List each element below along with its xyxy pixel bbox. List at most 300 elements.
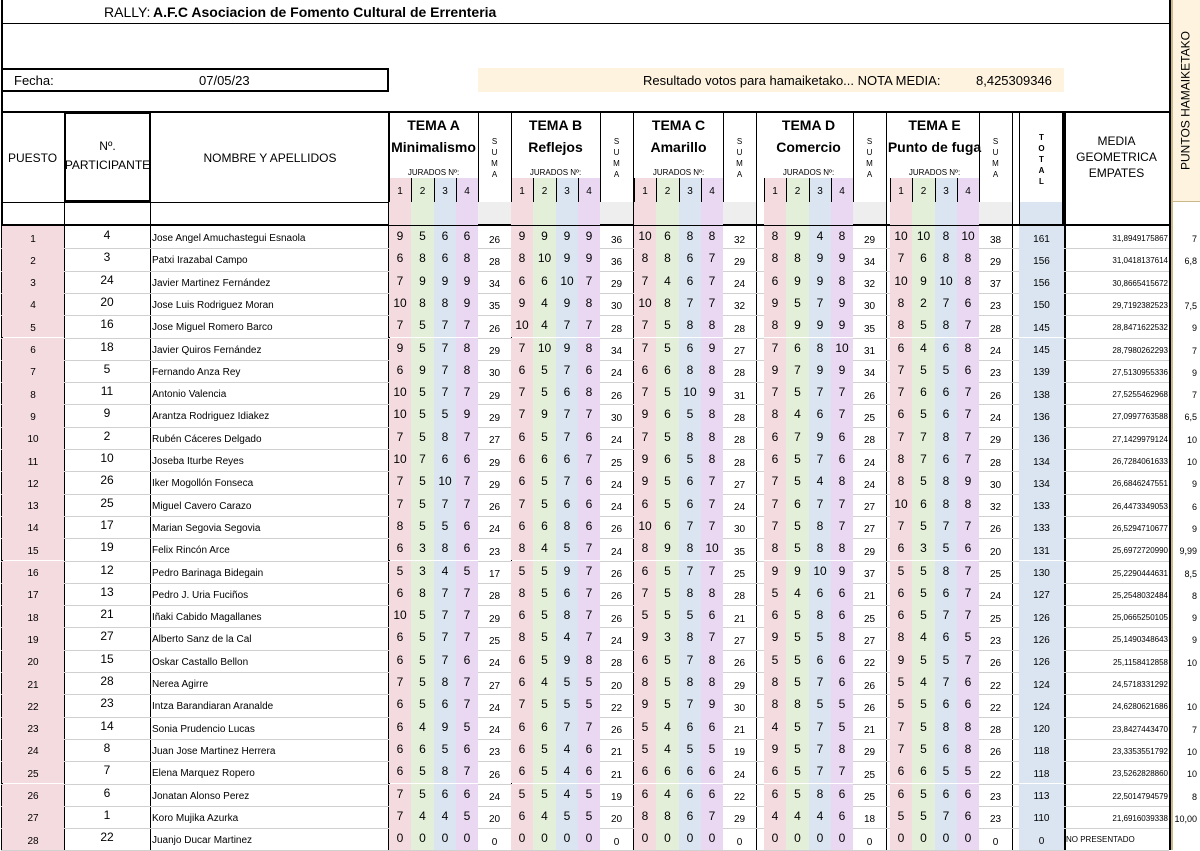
media-value: 23,8427443470 [1112, 724, 1168, 734]
judge-score: 6 [686, 808, 694, 823]
judge-score: 0 [942, 831, 950, 846]
judge-score: 8 [686, 229, 694, 243]
puesto-header: PUESTO [7, 150, 58, 165]
judge-score: 7 [771, 518, 779, 533]
suma-value: 25 [863, 769, 876, 781]
judge-score: 9 [541, 407, 548, 422]
puesto-cell: 5 [30, 322, 36, 334]
judge-score: 10 [638, 229, 652, 243]
judge-score: 6 [518, 474, 526, 489]
judge-score: 6 [664, 362, 671, 377]
media-value: 21,6916039338 [1112, 813, 1168, 823]
judge-score: 5 [541, 474, 548, 489]
fecha-label: Fecha: [14, 73, 54, 88]
judge-score: 7 [708, 630, 716, 645]
judge-score: 7 [585, 452, 593, 466]
judge-score: 7 [463, 630, 471, 645]
suma-value: 24 [610, 368, 623, 380]
judge-score: 9 [585, 229, 593, 243]
judge-score: 6 [518, 719, 526, 734]
suma-value: 34 [863, 368, 876, 380]
judge-score: 5 [920, 786, 927, 801]
participant-name: Juanjo Ducar Martinez [152, 835, 253, 847]
puesto-cell: 10 [27, 434, 39, 446]
judge-score: 5 [664, 318, 671, 333]
puesto-cell: 26 [27, 791, 39, 802]
suma-header-letters [979, 128, 1012, 188]
judge-score: 0 [396, 831, 404, 846]
suma-value: 28 [610, 323, 623, 335]
judge-score: 9 [463, 295, 471, 310]
judge-score: 7 [964, 452, 972, 466]
judge-score: 8 [942, 719, 950, 734]
judge-score: 6 [518, 452, 526, 466]
judge-score: 5 [664, 496, 671, 511]
judge-score: 4 [563, 786, 571, 801]
suma-value: 22 [989, 680, 1002, 692]
judge-score: 6 [463, 518, 471, 533]
judge-score: 5 [419, 429, 426, 444]
suma-value: 24 [610, 502, 623, 514]
judge-score: 5 [794, 675, 801, 689]
judge-score: 6 [396, 697, 404, 712]
judge-divider [434, 178, 435, 202]
suma-value: 29 [488, 613, 501, 625]
media-value: 24,5718331292 [1112, 680, 1168, 689]
judge-score: 8 [708, 652, 716, 667]
judge-score: 6 [771, 273, 779, 288]
judge-score: 5 [441, 407, 449, 422]
judge-score: 7 [838, 496, 846, 511]
suma-value: 28 [610, 658, 623, 670]
hamaiketako-points: 6,8 [1184, 256, 1197, 267]
judge-score: 8 [563, 608, 571, 623]
suma-value: 26 [863, 390, 876, 402]
participant-name: Patxi Irazabal Campo [152, 255, 248, 267]
total-value: 120 [1033, 724, 1050, 736]
suma-value: 34 [610, 346, 623, 357]
judge-score: 8 [942, 318, 950, 333]
judge-score: 7 [518, 496, 526, 511]
participant-number: 11 [100, 384, 114, 399]
suma-letter: S [613, 137, 620, 146]
judge-score: 6 [942, 407, 950, 422]
judge-score: 6 [838, 429, 846, 444]
judge-score: 9 [816, 273, 824, 288]
judge-score: 5 [897, 697, 905, 712]
judge-score: 8 [708, 229, 716, 243]
judge-score: 9 [563, 229, 571, 243]
judge-score: 4 [541, 675, 548, 689]
judge-number: 2 [664, 185, 671, 197]
suma-letter: U [736, 148, 743, 157]
judge-score: 7 [816, 385, 824, 400]
judge-score: 9 [463, 407, 471, 422]
suma-letter: S [736, 137, 743, 146]
judge-score: 7 [771, 385, 779, 400]
participant-number: 9 [103, 406, 111, 421]
judge-score: 5 [920, 362, 927, 377]
judge-score: 7 [585, 318, 593, 333]
judge-number: 3 [442, 185, 448, 197]
judge-score: 8 [518, 541, 526, 556]
judge-score: 6 [518, 808, 526, 823]
suma-value: 22 [610, 702, 623, 714]
judge-score: 5 [771, 585, 779, 600]
judge-score: 5 [920, 474, 927, 489]
judge-score: 7 [920, 452, 927, 466]
judge-score: 8 [686, 362, 694, 377]
judge-score: 6 [686, 474, 694, 489]
judge-score: 6 [518, 362, 526, 377]
puesto-cell: 8 [30, 389, 36, 401]
media-value: 26,6846247551 [1112, 479, 1168, 489]
judge-score: 8 [708, 362, 716, 377]
suma-value: 29 [488, 390, 501, 402]
judge-score: 6 [463, 541, 471, 556]
judge-score: 7 [708, 808, 716, 823]
suma-value: 32 [733, 234, 746, 246]
judge-divider [533, 178, 534, 202]
judge-score: 6 [964, 295, 972, 310]
judge-score: 6 [518, 429, 526, 444]
judge-divider [679, 178, 680, 202]
suma-value: 26 [610, 613, 623, 625]
judge-score: 8 [816, 786, 824, 801]
total-value: 113 [1033, 791, 1050, 802]
judge-score: 5 [686, 741, 694, 756]
judge-score: 5 [641, 608, 649, 623]
judge-score: 8 [708, 675, 716, 689]
judge-score: 7 [816, 496, 824, 511]
judge-score: 5 [563, 541, 571, 556]
judge-score: 4 [816, 808, 824, 823]
judge-score: 5 [441, 518, 449, 533]
suma-value: 26 [733, 658, 746, 670]
media-value: 25,1158412858 [1112, 657, 1168, 667]
judge-score: 9 [641, 407, 649, 422]
judge-score: 5 [419, 608, 426, 623]
judge-score: 0 [463, 831, 471, 846]
suma-value: 37 [863, 569, 876, 580]
judge-score: 8 [441, 764, 449, 779]
suma-value: 26 [863, 702, 876, 714]
media-value: 25,6972720990 [1112, 546, 1168, 556]
judge-score: 4 [794, 407, 801, 422]
total-value: 126 [1033, 612, 1050, 624]
judge-score: 8 [964, 719, 972, 734]
judge-score: 8 [897, 474, 905, 489]
judge-score: 10 [894, 229, 908, 243]
suma-value: 30 [610, 412, 623, 424]
puesto-cell: 6 [30, 345, 36, 356]
judge-score: 6 [518, 764, 526, 779]
suma-value: 34 [488, 279, 501, 291]
judge-score: 7 [585, 585, 593, 600]
judge-score: 8 [419, 295, 426, 310]
judge-score: 6 [942, 385, 950, 400]
judge-score: 5 [964, 764, 972, 779]
participant-number: 12 [100, 562, 114, 577]
suma-value: 26 [488, 502, 501, 514]
suma-value: 29 [488, 346, 501, 357]
fecha-value: 07/05/23 [199, 73, 250, 88]
suma-value: 26 [488, 769, 501, 781]
judge-score: 6 [897, 585, 905, 600]
suma-value: 37 [989, 279, 1002, 291]
judge-score: 6 [585, 518, 593, 533]
participant-name: Felix Rincón Arce [152, 545, 230, 557]
judge-score: 6 [518, 741, 526, 756]
judge-score: 6 [708, 608, 716, 623]
judge-score: 7 [708, 563, 716, 578]
judge-score: 6 [664, 764, 671, 779]
judge-score: 6 [964, 362, 972, 377]
judge-score: 7 [463, 608, 471, 623]
judge-score: 5 [664, 474, 671, 489]
puesto-cell: 14 [27, 523, 39, 535]
suma-value: 29 [863, 546, 876, 558]
suma-value: 21 [733, 725, 746, 737]
hamaiketako-points: 9,99 [1179, 546, 1197, 557]
suma-value: 22 [733, 792, 746, 803]
judge-score: 5 [585, 697, 593, 712]
suma-value: 29 [733, 814, 746, 826]
judge-score: 6 [686, 273, 694, 288]
judge-score: 10 [835, 340, 849, 355]
judge-score: 9 [563, 295, 571, 310]
suma-value: 24 [610, 546, 623, 558]
judge-score: 7 [816, 764, 824, 779]
judge-score: 5 [541, 385, 548, 400]
judge-score: 7 [463, 697, 471, 712]
judge-score: 9 [585, 251, 593, 266]
judge-score: 9 [708, 697, 716, 712]
judge-score: 5 [897, 675, 905, 689]
judge-score: 9 [641, 630, 649, 645]
judge-score: 7 [396, 808, 404, 823]
judge-score: 5 [794, 474, 801, 489]
judge-score: 4 [441, 563, 449, 578]
total-value: 138 [1033, 389, 1050, 401]
total-header-letters [1019, 124, 1064, 194]
judge-score: 6 [541, 518, 548, 533]
media-value: 27,1429979124 [1112, 434, 1168, 444]
media-value: 31,0418137614 [1112, 256, 1168, 266]
suma-letter: M [491, 159, 498, 168]
judge-score: 7 [419, 452, 426, 466]
judge-score: 5 [794, 719, 801, 734]
judge-score: 6 [585, 362, 593, 377]
suma-value: 30 [488, 368, 501, 380]
judge-score: 5 [794, 452, 801, 466]
judge-score: 9 [838, 295, 846, 310]
judge-score: 5 [897, 563, 905, 578]
judge-score: 10 [537, 340, 552, 355]
judge-score: 5 [942, 652, 950, 667]
judge-score: 6 [686, 719, 694, 734]
judge-number: 4 [839, 185, 845, 197]
judge-score: 6 [816, 407, 824, 422]
participant-number: 15 [100, 651, 114, 666]
judge-score: 4 [563, 630, 571, 645]
judge-score: 7 [708, 474, 716, 489]
judge-score: 5 [686, 452, 694, 466]
participant-name: Javier Martinez Fernández [152, 277, 271, 289]
judge-score: 10 [638, 518, 652, 533]
hamaiketako-points: 9 [1191, 613, 1197, 624]
judge-score: 7 [641, 340, 649, 355]
judge-score: 6 [816, 652, 824, 667]
judge-score: 0 [441, 831, 449, 846]
suma-value: 25 [989, 613, 1002, 625]
judge-score: 6 [964, 541, 972, 556]
suma-value: 32 [733, 301, 746, 313]
suma-value: 20 [989, 546, 1002, 558]
suma-value: 0 [491, 836, 498, 848]
total-value: 131 [1033, 545, 1050, 557]
suma-letter: A [736, 170, 743, 179]
total-value: 127 [1033, 590, 1050, 602]
judge-score: 8 [463, 340, 471, 355]
suma-value: 27 [488, 680, 501, 692]
puesto-cell: 2 [30, 255, 36, 267]
judge-score: 10 [813, 563, 827, 578]
judge-score: 6 [794, 496, 801, 511]
total-value: 133 [1033, 501, 1050, 513]
jurados-label: JURADOS Nº: [652, 167, 705, 177]
judge-score: 6 [664, 518, 671, 533]
judge-score: 8 [396, 518, 404, 533]
judge-score: 8 [441, 429, 449, 444]
judge-score: 6 [964, 786, 972, 801]
suma-value: 27 [488, 435, 501, 447]
judge-score: 8 [942, 563, 950, 578]
judge-score: 6 [396, 585, 404, 600]
hamaiketako-points: 9 [1191, 367, 1197, 378]
participant-name: Jose Luis Rodriguez Moran [152, 299, 274, 311]
judge-divider [701, 178, 702, 202]
judge-score: 5 [942, 541, 950, 556]
judge-score: 8 [964, 741, 972, 756]
suma-value: 21 [610, 747, 623, 759]
total-value: 124 [1033, 701, 1050, 713]
suma-header-band [600, 202, 633, 224]
tema-subtitle: Comercio [776, 139, 841, 155]
puesto-cell: 3 [30, 278, 36, 290]
puesto-cell: 18 [27, 612, 39, 624]
suma-value: 32 [863, 279, 876, 291]
media-value: 31,8949175867 [1112, 234, 1168, 243]
judge-score: 7 [816, 719, 824, 734]
judge-score: 6 [396, 719, 404, 734]
judge-score: 7 [463, 675, 471, 689]
nombre-header: NOMBRE Y APELLIDOS [203, 150, 337, 165]
participant-name: Juan Jose Martinez Herrera [152, 745, 276, 757]
judge-score: 6 [771, 452, 779, 466]
judge-divider [912, 178, 913, 202]
judge-score: 7 [463, 385, 471, 400]
judge-score: 6 [463, 229, 471, 243]
judge-score: 5 [541, 652, 548, 667]
judge-score: 10 [560, 273, 574, 288]
judge-score: 8 [686, 585, 694, 600]
media-value: 22,5014794579 [1112, 791, 1168, 801]
total-value: 150 [1033, 300, 1050, 312]
suma-value: 24 [733, 502, 746, 514]
judge-score: 8 [641, 251, 649, 266]
suma-value: 28 [989, 457, 1002, 469]
hamaiketako-points: 10 [1186, 769, 1197, 780]
suma-value: 36 [610, 234, 623, 246]
suma-value: 29 [733, 680, 746, 692]
suma-value: 29 [989, 256, 1002, 268]
judge-score: 6 [641, 563, 649, 578]
hamaiketako-points: 6 [1191, 501, 1197, 512]
judge-score: 6 [541, 273, 548, 288]
judge-score: 6 [585, 429, 593, 444]
judge-score: 9 [964, 474, 972, 489]
judge-score: 6 [396, 541, 404, 556]
judge-score: 5 [794, 385, 801, 400]
judge-score: 6 [816, 585, 824, 600]
judge-divider [957, 178, 958, 202]
suma-value: 27 [733, 346, 746, 357]
judge-score: 5 [419, 385, 426, 400]
judge-score: 4 [920, 675, 927, 689]
suma-value: 0 [992, 836, 999, 848]
suma-value: 29 [610, 279, 623, 291]
judge-score: 5 [541, 585, 548, 600]
judge-number: 3 [564, 185, 570, 197]
judge-score: 8 [708, 318, 716, 333]
judge-score: 10 [393, 385, 407, 400]
judge-score: 5 [664, 340, 671, 355]
judge-score: 6 [838, 608, 846, 623]
judge-score: 5 [541, 741, 548, 756]
judge-score: 7 [942, 608, 950, 623]
judge-score: 6 [771, 786, 779, 801]
judge-score: 5 [641, 741, 649, 756]
judge-score: 8 [942, 496, 950, 511]
judge-score: 0 [794, 831, 801, 846]
total-letter: T [1039, 154, 1044, 164]
total-value: 130 [1033, 568, 1050, 579]
suma-value: 30 [989, 479, 1002, 491]
judge-divider [556, 178, 557, 202]
judge-score: 6 [441, 786, 449, 801]
judge-score: 5 [585, 675, 593, 689]
judge-number: 1 [898, 185, 904, 197]
judge-score: 5 [664, 585, 671, 600]
judge-score: 9 [518, 295, 526, 310]
judge-score: 7 [794, 429, 801, 444]
judge-score: 5 [419, 697, 426, 712]
judge-score: 5 [541, 786, 548, 801]
total-value: 139 [1033, 367, 1050, 379]
judge-number: 2 [541, 185, 548, 197]
judge-score: 7 [964, 429, 972, 444]
judge-score: 8 [897, 295, 905, 310]
judge-score: 10 [683, 385, 697, 400]
judge-score: 5 [708, 741, 716, 756]
media-header-2: GEOMETRICA [1076, 150, 1157, 164]
judge-score: 7 [816, 452, 824, 466]
judge-score: 6 [563, 496, 571, 511]
judge-score: 10 [537, 251, 552, 266]
suma-value: 29 [733, 256, 746, 268]
judge-score: 5 [794, 518, 801, 533]
